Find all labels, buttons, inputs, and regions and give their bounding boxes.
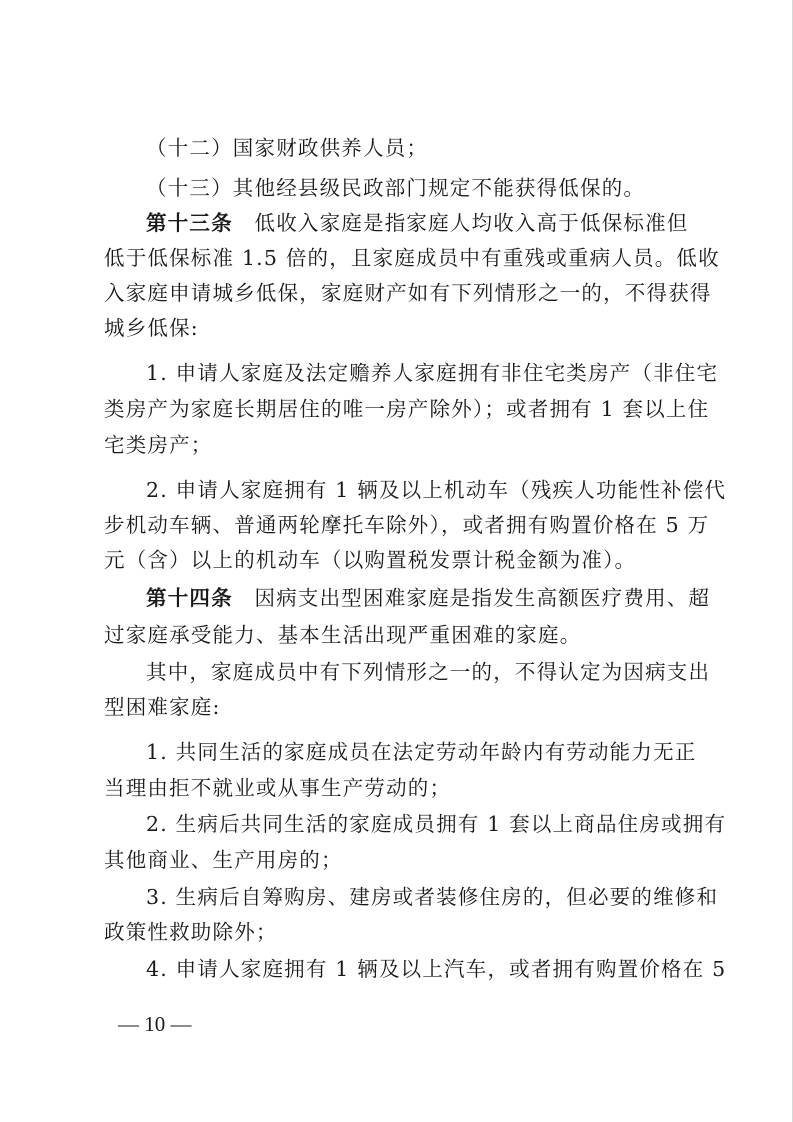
text-line: 当理由拒不就业或从事生产劳动的；	[104, 776, 452, 800]
text-line: 步机动车辆、普通两轮摩托车除外），或者拥有购置价格在 5 万	[104, 513, 710, 537]
text-line: 入家庭申请城乡低保，家庭财产如有下列情形之一的，不得获得	[104, 281, 712, 305]
article-heading: 第十三条	[146, 211, 233, 235]
text-line: 宅类房产；	[104, 433, 213, 457]
text-line: 元（含）以上的机动车（以购置税发票计税金额为准）。	[104, 548, 637, 572]
text-line: 低于低保标准 1.5 倍的，且家庭成员中有重残或重病人员。低收	[104, 246, 720, 270]
article-heading: 第十四条	[146, 586, 233, 610]
text-line: 2. 申请人家庭拥有 1 辆及以上机动车（残疾人功能性补偿代	[146, 478, 727, 502]
text-line: 2. 生病后共同生活的家庭成员拥有 1 套以上商品住房或拥有	[146, 812, 727, 836]
text-span: 低收入家庭是指家庭人均收入高于低保标准但	[232, 211, 689, 235]
text-line: 城乡低保:	[104, 316, 199, 340]
text-line: 1. 申请人家庭及法定赡养人家庭拥有非住宅类房产（非住宅	[146, 361, 719, 385]
text-line: 型困难家庭:	[104, 695, 221, 719]
text-span: 因病支出型困难家庭是指发生高额医疗费用、超	[232, 586, 711, 610]
page-number: — 10 —	[118, 1012, 192, 1036]
text-line: （十二）国家财政供养人员；	[146, 136, 429, 160]
text-line: 政策性救助除外；	[104, 920, 278, 944]
text-line: 3. 生病后自筹购房、建房或者装修住房的，但必要的维修和	[146, 885, 719, 909]
text-line: 4. 申请人家庭拥有 1 辆及以上汽车，或者拥有购置价格在 5	[146, 957, 727, 981]
text-line: 1. 共同生活的家庭成员在法定劳动年龄内有劳动能力无正	[146, 740, 697, 764]
article-14-line	[146, 584, 710, 612]
text-line: 其中，家庭成员中有下列情形之一的，不得认定为因病支出	[146, 660, 711, 684]
text-line: 类房产为家庭长期居住的唯一房产除外）；或者拥有 1 套以上住	[104, 397, 710, 421]
text-line: （十三）其他经县级民政部门规定不能获得低保的。	[146, 176, 646, 200]
text-line: 过家庭承受能力、基本生活出现严重困难的家庭。	[104, 623, 582, 647]
text-line: 其他商业、生产用房的；	[104, 848, 343, 872]
article-13-line	[146, 209, 689, 237]
